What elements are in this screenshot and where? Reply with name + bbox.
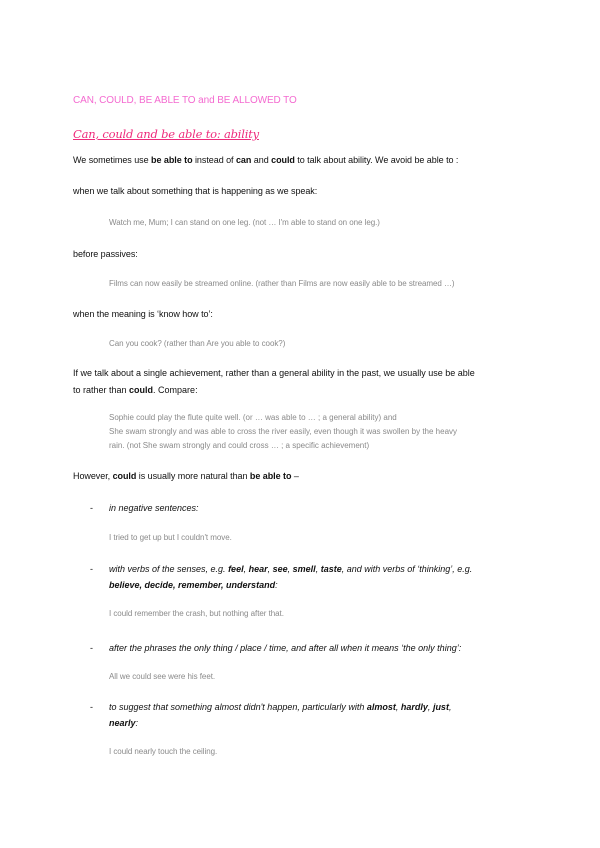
compare-examples (109, 411, 457, 453)
intro-bold: be able to (151, 155, 193, 165)
list-bold: feel (228, 564, 244, 574)
list-text: , (395, 702, 401, 712)
single-achievement-paragraph (73, 365, 475, 399)
case-heading-3: when the meaning is ‘know how to’: (73, 309, 213, 319)
list-item-line (109, 699, 451, 715)
intro-text: and (251, 155, 272, 165)
intro-text: We sometimes use (73, 155, 152, 165)
paragraph-text: However, (73, 471, 113, 481)
intro-bold: can (235, 155, 252, 165)
list-text: : (135, 718, 139, 728)
paragraph-text: . Compare: (153, 385, 198, 395)
list-text: , (287, 564, 293, 574)
list-text: , (448, 702, 452, 712)
list-item-2 (109, 561, 472, 593)
list-bold: just (432, 702, 449, 712)
list-bold: almost (366, 702, 396, 712)
list-text: with verbs of the senses, e.g. (109, 564, 229, 574)
paragraph-text: is usually more natural than (136, 471, 250, 481)
example-line: rain. (not She swam strongly and could cross … ; a specific achievement) (109, 441, 370, 450)
paragraph-bold: could (112, 471, 137, 481)
list-dash: - (90, 503, 93, 513)
list-text: to suggest that something almost didn't happen, particularly with (109, 702, 367, 712)
paragraph-text: – (291, 471, 299, 481)
example-line: She swam strongly and was able to cross the river easily, even though it was swollen by the heavy (109, 427, 458, 436)
paragraph-bold: could (129, 385, 154, 395)
list-item-1: in negative sentences: (109, 503, 199, 513)
list-text: : (275, 580, 278, 590)
list-bold: hear (248, 564, 268, 574)
list-item-3-example: All we could see were his feet. (109, 672, 216, 681)
paragraph-bold: be able to (249, 471, 292, 481)
list-bold: nearly (109, 718, 136, 728)
list-text: , (315, 564, 321, 574)
intro-paragraph (73, 155, 458, 165)
list-bold: taste (320, 564, 342, 574)
list-item-4 (109, 699, 451, 731)
list-bold: see (272, 564, 288, 574)
list-item-1-example: I tried to get up but I couldn't move. (109, 533, 232, 542)
paragraph-line: If we talk about a single achievement, rather than a general ability in the past, we usually use be able (73, 368, 475, 378)
intro-text: instead of (192, 155, 236, 165)
document-title: CAN, COULD, BE ABLE TO and BE ALLOWED TO (73, 95, 297, 106)
list-dash: - (90, 643, 93, 653)
list-bold: hardly (400, 702, 428, 712)
intro-text: to talk about ability. We avoid be able to : (294, 155, 459, 165)
list-text: , and with verbs of ‘thinking’, e.g. (341, 564, 473, 574)
list-item-line (109, 561, 472, 577)
list-dash: - (90, 702, 93, 712)
list-bold: smell (292, 564, 316, 574)
case-heading-1: when we talk about something that is happening as we speak: (73, 186, 318, 196)
intro-bold: could (271, 155, 295, 165)
list-bold: believe, decide, remember, understand (109, 580, 276, 590)
case-heading-2: before passives: (73, 249, 138, 259)
list-item-4-example: I could nearly touch the ceiling. (109, 747, 218, 756)
example-3: Can you cook? (rather than Are you able to cook?) (109, 339, 286, 348)
section-heading: Can, could and be able to: ability (73, 127, 259, 141)
list-text: , (427, 702, 433, 712)
list-item-2-example: I could remember the crash, but nothing after that. (109, 609, 284, 618)
list-item-line (109, 577, 472, 593)
example-2: Films can now easily be streamed online. (rather than Films are now easily able to be streamed …) (109, 279, 455, 288)
example-1: Watch me, Mum; I can stand on one leg. (not … I'm able to stand on one leg.) (109, 218, 380, 227)
list-text: , (243, 564, 249, 574)
paragraph-text: to rather than (73, 385, 130, 395)
list-item-3: after the phrases the only thing / place / time, and after all when it means ‘the only thing’: (109, 643, 462, 653)
paragraph-line (73, 382, 475, 399)
however-paragraph (73, 471, 299, 481)
list-item-line (109, 715, 451, 731)
list-text: , (267, 564, 273, 574)
list-dash: - (90, 564, 93, 574)
example-line: Sophie could play the flute quite well. (or … was able to … ; a general ability) and (109, 413, 397, 422)
